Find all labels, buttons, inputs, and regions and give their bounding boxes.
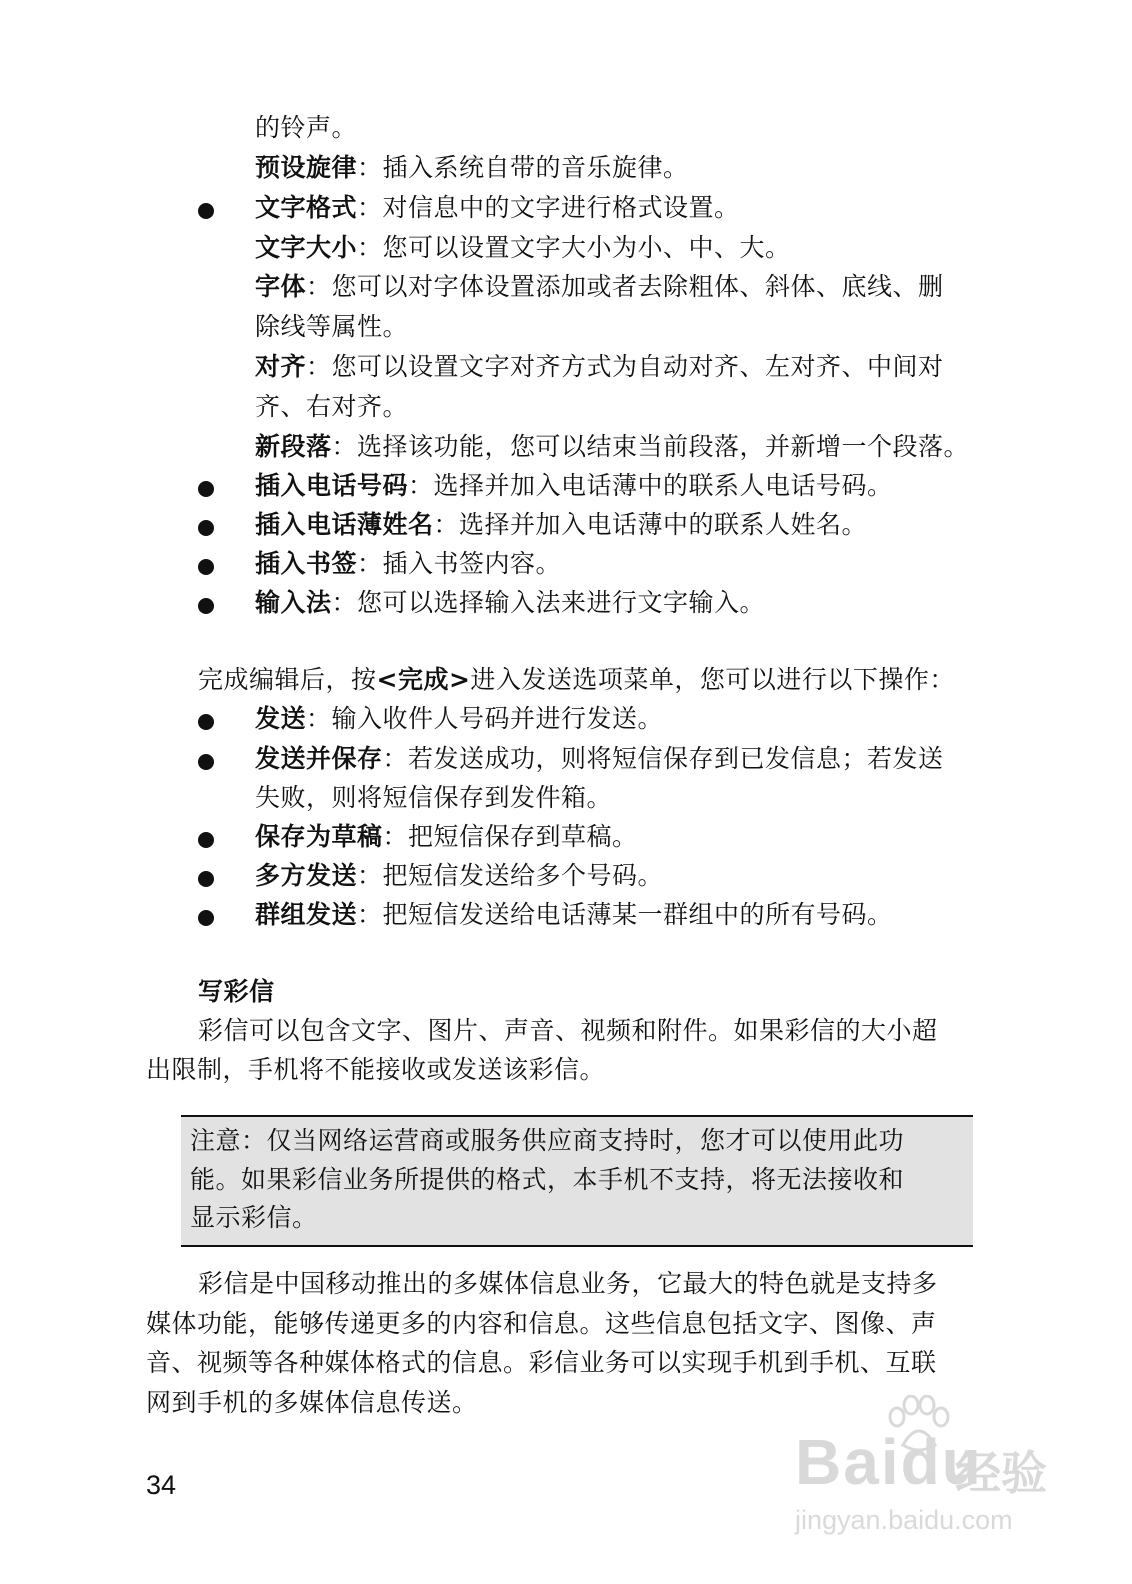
baidu-watermark xyxy=(795,1395,1055,1545)
bullet-icon xyxy=(198,871,214,887)
bullet-icon xyxy=(198,481,214,497)
option-font: 字体：您可以对字体设置添加或者去除粗体、斜体、底线、删 xyxy=(255,272,944,301)
note-line: 注意：仅当网络运营商或服务供应商支持时，您才可以使用此功 xyxy=(190,1126,905,1155)
option-preset-melody: 预设旋律：插入系统自带的音乐旋律。 xyxy=(255,153,689,182)
bullet-icon xyxy=(198,520,214,536)
text-line: 的铃声。 xyxy=(255,113,358,142)
paragraph-line: 彩信可以包含文字、图片、声音、视频和附件。如果彩信的大小超 xyxy=(198,1016,938,1045)
option-send-and-save: 发送并保存：若发送成功，则将短信保存到已发信息；若发送 xyxy=(255,744,944,773)
section-heading: 写彩信 xyxy=(198,977,275,1006)
option-input-method: 输入法：您可以选择输入法来进行文字输入。 xyxy=(255,588,766,617)
option-text-format: 文字格式：对信息中的文字进行格式设置。 xyxy=(255,193,740,222)
option-new-paragraph: 新段落：选择该功能，您可以结束当前段落，并新增一个段落。 xyxy=(255,432,970,461)
text-line: 齐、右对齐。 xyxy=(255,392,409,421)
option-group-send: 群组发送：把短信发送给电话薄某一群组中的所有号码。 xyxy=(255,900,893,929)
done-key: <完成> xyxy=(376,665,471,694)
watermark-cn: 经验 xyxy=(955,1446,1047,1500)
option-insert-contact-name: 插入电话薄姓名：选择并加入电话薄中的联系人姓名。 xyxy=(255,510,868,539)
bullet-icon xyxy=(198,832,214,848)
text-line: 除线等属性。 xyxy=(255,312,409,341)
note-line: 显示彩信。 xyxy=(190,1203,318,1232)
bullet-icon xyxy=(198,598,214,614)
bullet-icon xyxy=(198,754,214,770)
note-line: 能。如果彩信业务所提供的格式，本手机不支持，将无法接收和 xyxy=(190,1165,905,1194)
text-line: 失败，则将短信保存到发件箱。 xyxy=(255,783,613,812)
paragraph-line: 出限制，手机将不能接收或发送该彩信。 xyxy=(146,1055,606,1084)
page-number: 34 xyxy=(146,1470,177,1500)
watermark-url: jingyan.baidu.com xyxy=(795,1505,1013,1535)
option-send: 发送：输入收件人号码并进行发送。 xyxy=(255,704,664,733)
paragraph-line: 媒体功能，能够传递更多的内容和信息。这些信息包括文字、图像、声 xyxy=(146,1309,937,1338)
send-options-intro: 完成编辑后，按<完成>进入发送选项菜单，您可以进行以下操作： xyxy=(198,665,955,694)
option-insert-phone-number: 插入电话号码：选择并加入电话薄中的联系人电话号码。 xyxy=(255,471,893,500)
option-save-as-draft: 保存为草稿：把短信保存到草稿。 xyxy=(255,822,638,851)
bullet-icon xyxy=(198,910,214,926)
paragraph-line: 网到手机的多媒体信息传送。 xyxy=(146,1388,478,1417)
option-text-size: 文字大小：您可以设置文字大小为小、中、大。 xyxy=(255,233,791,262)
bullet-icon xyxy=(198,203,214,219)
bullet-icon xyxy=(198,559,214,575)
option-multi-send: 多方发送：把短信发送给多个号码。 xyxy=(255,861,664,890)
bullet-icon xyxy=(198,714,214,730)
paragraph-line: 音、视频等各种媒体格式的信息。彩信业务可以实现手机到手机、互联 xyxy=(146,1348,937,1377)
option-align: 对齐：您可以设置文字对齐方式为自动对齐、左对齐、中间对 xyxy=(255,352,944,381)
option-insert-bookmark: 插入书签：插入书签内容。 xyxy=(255,549,562,578)
paragraph-line: 彩信是中国移动推出的多媒体信息业务，它最大的特色就是支持多 xyxy=(198,1269,938,1298)
watermark-brand: Baidu xyxy=(795,1426,983,1498)
